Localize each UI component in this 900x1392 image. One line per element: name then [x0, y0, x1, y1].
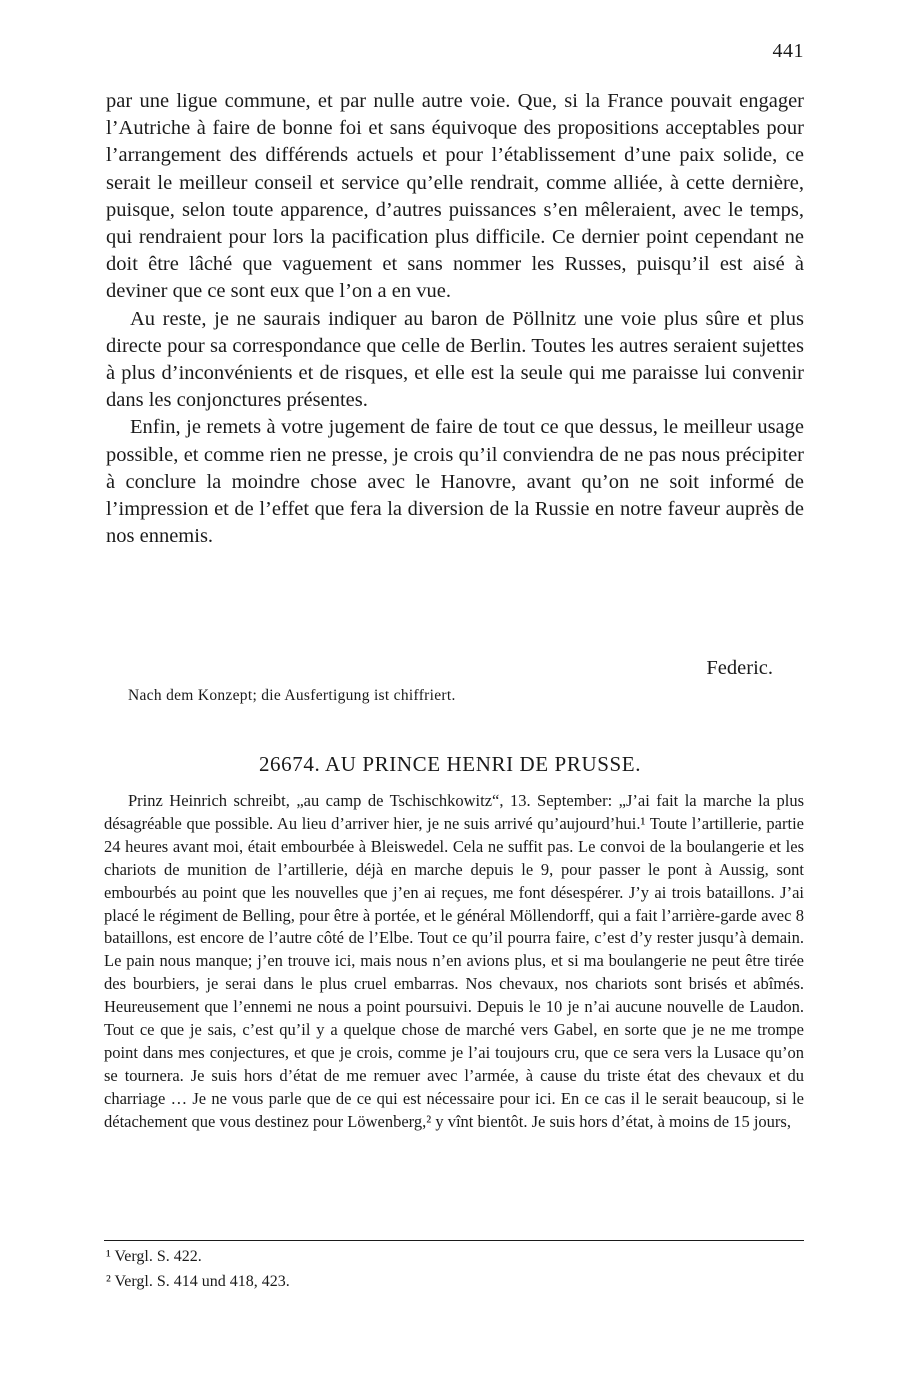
quoted-letter: Prinz Heinrich schreibt, „au camp de Tschischkowitz“, 13. September: „J’ai fait la marche la plus désagréable que possible. Au lieu d’arriver hier, je ne suis arrivé qu’aujourd’hui.¹ Toute l’artillerie, partie 24 heures avant moi, était embourbée à Bleiswedel. Cela ne suffit pas. Le convoi de la boulangerie et les chariots de munition de l’artillerie, déjà en marche depuis le 9, pour passer le pont à Aussig, sont embourbés au point que les nouvelles que j’en ai reçues, me font désespérer. J’y ai trois bataillons. J’ai placé le régiment de Belling, pour être à portée, et le général Möllendorff, qui a fait l’arrière-garde avec 8 bataillons, est encore de l’autre côté de l’Elbe. Tout ce qu’il pourra faire, c’est d’y rester jusqu’à demain. Le pain nous manque; j’en trouve ici, mais nous n’en avions plus, et si ma boulangerie ne peut être tirée des bourbiers, je serai dans le plus cruel embarras. Nos chevaux, nos chariots sont brisés et abîmés. Heureusement que l’ennemi ne nous a point poursuivi. Depuis le 10 je n’ai aucune nouvelle de Laudon. Tout ce que je sais, c’est qu’il y a quelque chose de marché vers Gabel, en sorte que je ne me trompe point dans mes conjectures, et que je crois, comme je l’ai toujours cru, que ce sera vers la Lusace qu’on se tournera. Je suis hors d’état de me remuer avec l’armée, à cause du triste état des chevaux et du charriage … Je ne vous parle que de ce qui est nécessaire pour ici. En ce cas il le serait beaucoup, si le détachement que vous destinez pour Löwenberg,² y vînt bientôt. Je suis hors d’état, à moins de 15 jours,	[104, 791, 804, 1131]
letter-body	[106, 88, 804, 550]
section-heading: 26674. AU PRINCE HENRI DE PRUSSE.	[258, 752, 642, 776]
signature: Federic.	[706, 657, 773, 679]
footnote: ² Vergl. S. 414 und 418, 423.	[106, 1273, 290, 1290]
footnote-divider	[104, 1240, 804, 1241]
footnotes	[106, 1244, 796, 1294]
paragraph: par une ligue commune, et par nulle autre voie. Que, si la France pouvait engager l’Autriche à faire de bonne foi et sans équivoque des propositions acceptables pour l’arrangement des différends actuels et pour l’établissement d’une paix solide, ce serait le meilleur conseil et service qu’elle rendrait, comme alliée, à cette dernière, puisque, selon toute apparence, d’autres puissances s’en mêleraient, avec le temps, qui rendraient pour lors la pacification plus difficile. Ce dernier point cependant ne doit être lâché que vaguement et sans nommer les Russes, puisqu’il est aisé à deviner que ce sont eux que l’on a en vue.	[106, 90, 804, 303]
paragraph: Au reste, je ne saurais indiquer au baron de Pöllnitz une voie plus sûre et plus directe pour sa correspondance que celle de Berlin. Toutes les autres seraient sujettes à plus d’inconvénients et de risques, et elle est la seule qui me paraisse lui convenir dans les conjonctures présentes.	[106, 307, 804, 412]
page-number: 441	[772, 40, 804, 62]
source-note: Nach dem Konzept; die Ausfertigung ist chiffriert.	[128, 687, 456, 704]
footnote: ¹ Vergl. S. 422.	[106, 1248, 202, 1265]
paragraph: Enfin, je remets à votre jugement de faire de tout ce que dessus, le meilleur usage possible, et comme rien ne presse, je crois qu’il conviendra de ne pas nous précipiter à conclure la moindre chose avec le Hanovre, avant qu’on ne soit informé de l’impression et de l’effet que fera la diversion de la Russie en notre faveur auprès de nos ennemis.	[106, 416, 804, 548]
